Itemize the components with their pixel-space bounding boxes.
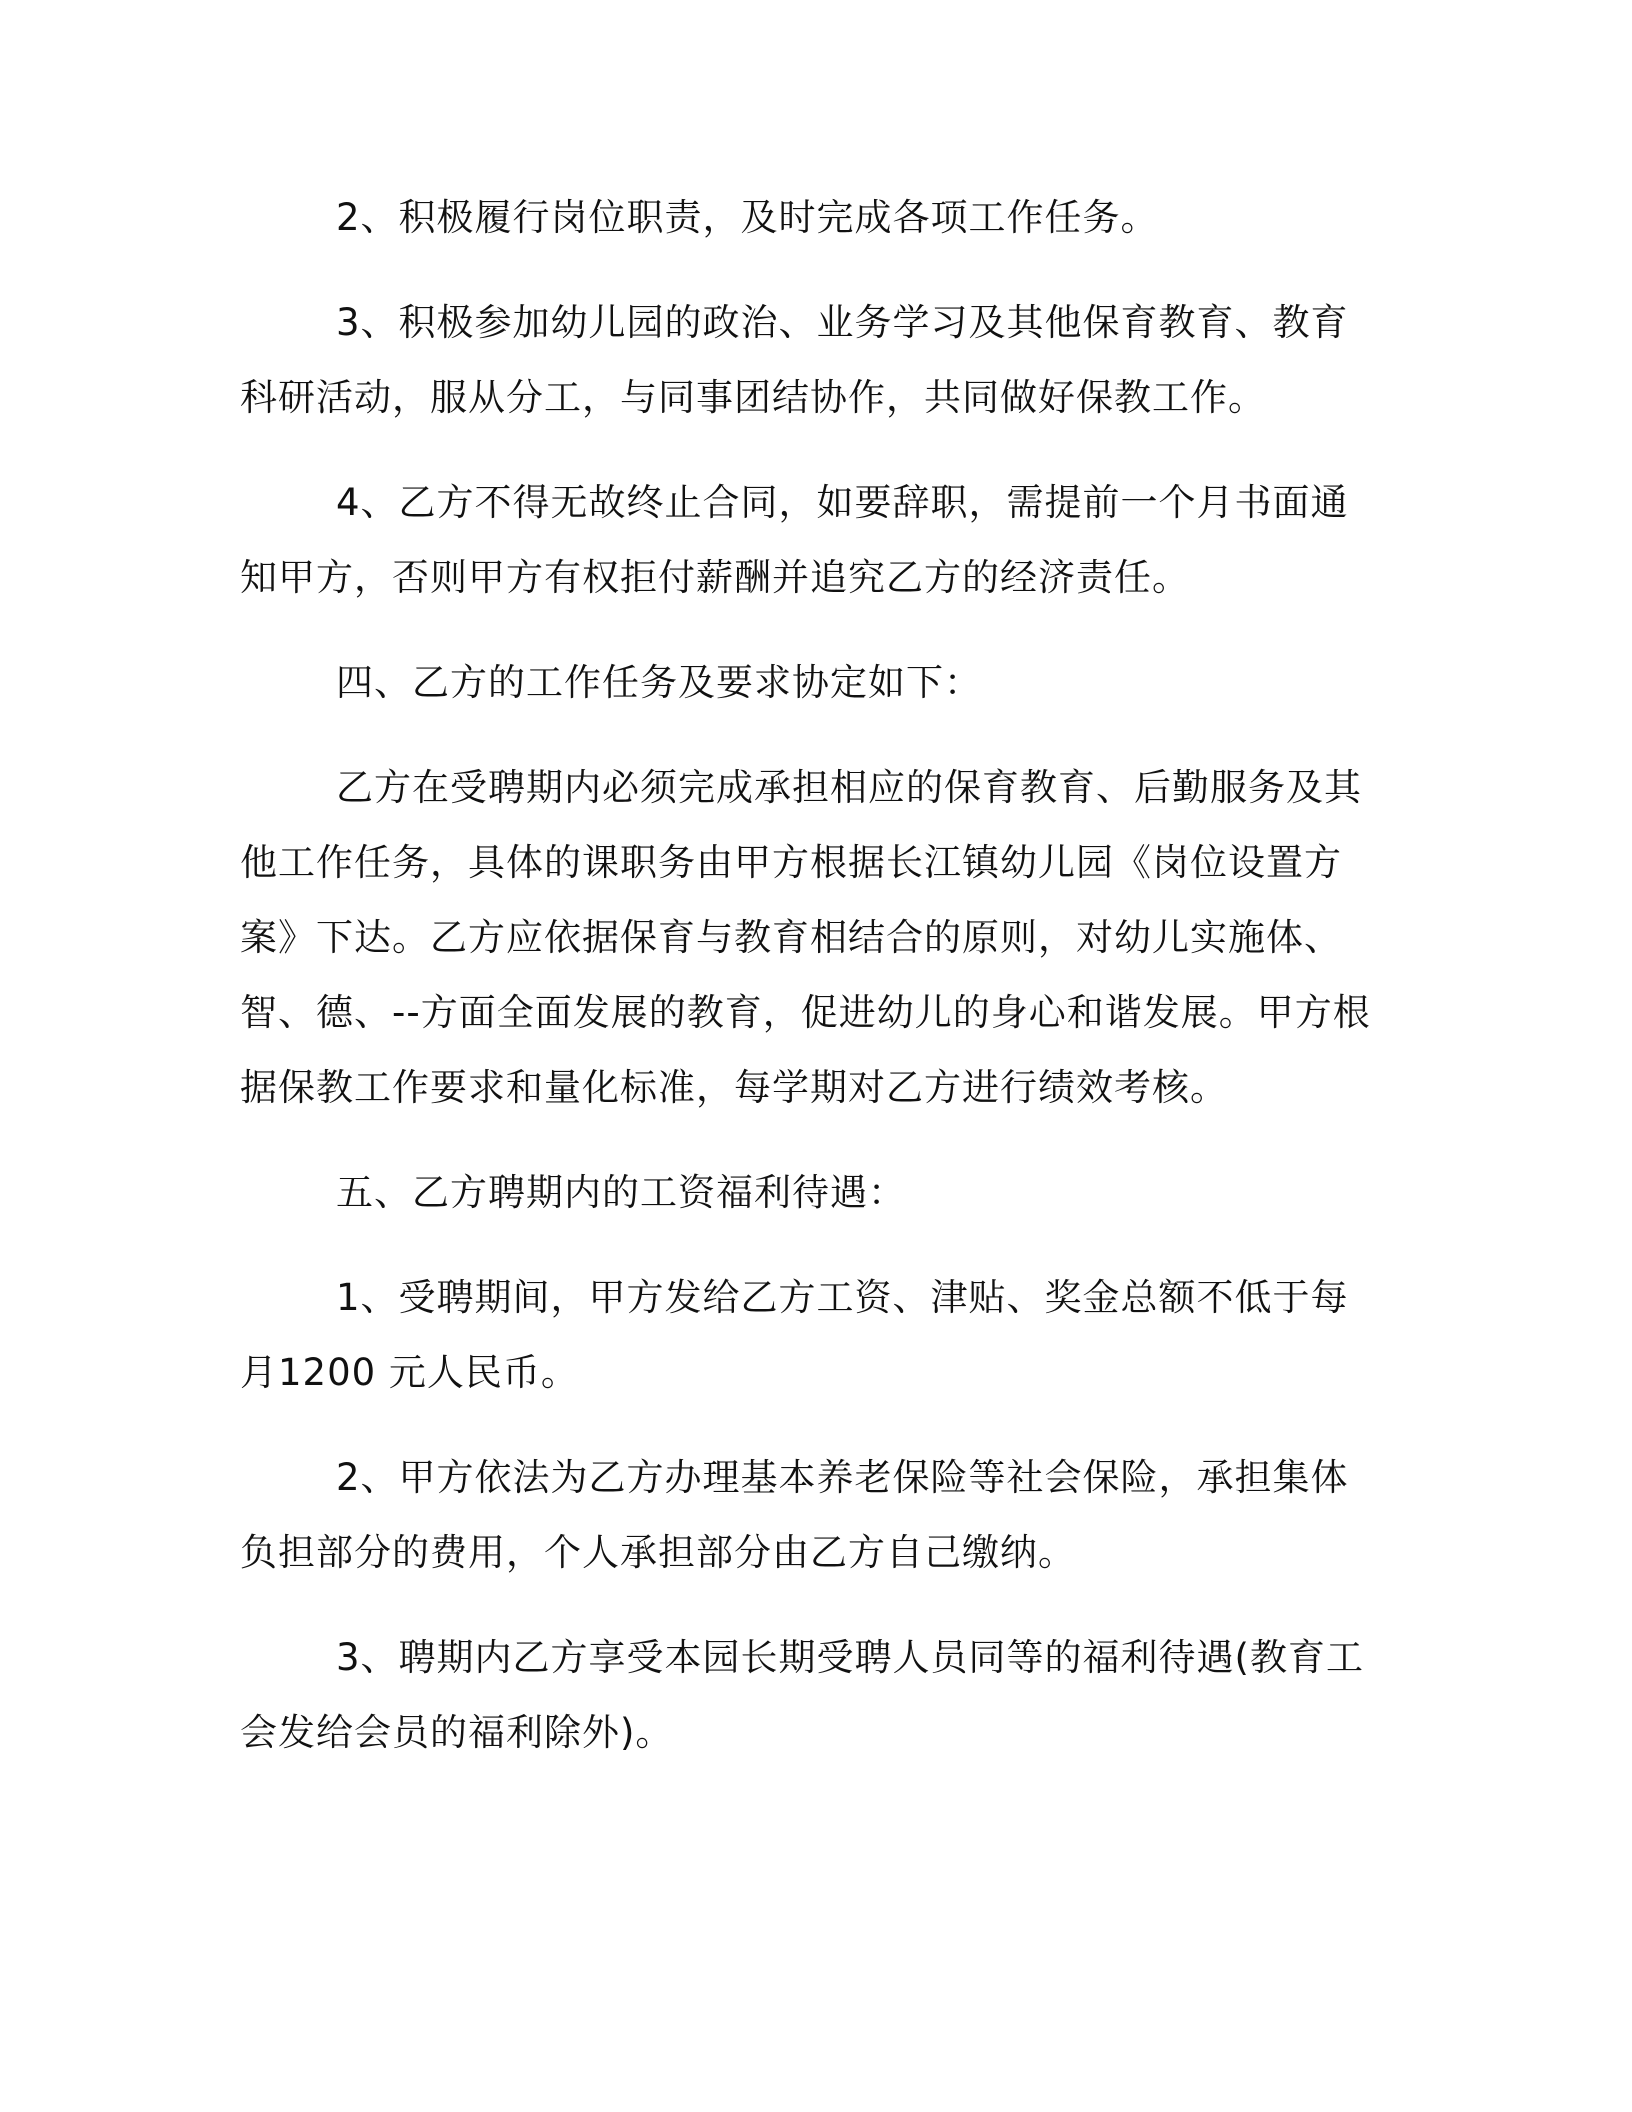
paragraph-salary-2: 2、甲方依法为乙方办理基本养老保险等社会保险，承担集体负担部分的费用，个人承担部分由乙方自己缴纳。 <box>240 1456 1349 1574</box>
paragraph-duty-4: 4、乙方不得无故终止合同，如要辞职，需提前一个月书面通知甲方，否则甲方有权拒付薪酬并追究乙方的经济责任。 <box>240 481 1349 599</box>
section-heading-5: 五、乙方聘期内的工资福利待遇： <box>336 1171 906 1214</box>
paragraph-salary-1: 1、受聘期间，甲方发给乙方工资、津贴、奖金总额不低于每月1200 元人民币。 <box>240 1276 1349 1394</box>
section-heading-4: 四、乙方的工作任务及要求协定如下： <box>336 661 982 704</box>
paragraph-duty-2: 2、积极履行岗位职责，及时完成各项工作任务。 <box>336 196 1159 239</box>
paragraph-duty-3: 3、积极参加幼儿园的政治、业务学习及其他保育教育、教育科研活动，服从分工，与同事团结协作，共同做好保教工作。 <box>240 301 1349 419</box>
paragraph-salary-3: 3、聘期内乙方享受本园长期受聘人员同等的福利待遇(教育工会发给会员的福利除外)。 <box>240 1636 1364 1754</box>
document-body <box>240 180 1380 1770</box>
paragraph-work-tasks: 乙方在受聘期内必须完成承担相应的保育教育、后勤服务及其他工作任务，具体的课职务由甲方根据长江镇幼儿园《岗位设置方案》下达。乙方应依据保育与教育相结合的原则，对幼儿实施体、智、德、--方面全面发展的教育，促进幼儿的身心和谐发展。甲方根据保教工作要求和量化标准，每学期对乙方进行绩效考核。 <box>240 766 1371 1109</box>
